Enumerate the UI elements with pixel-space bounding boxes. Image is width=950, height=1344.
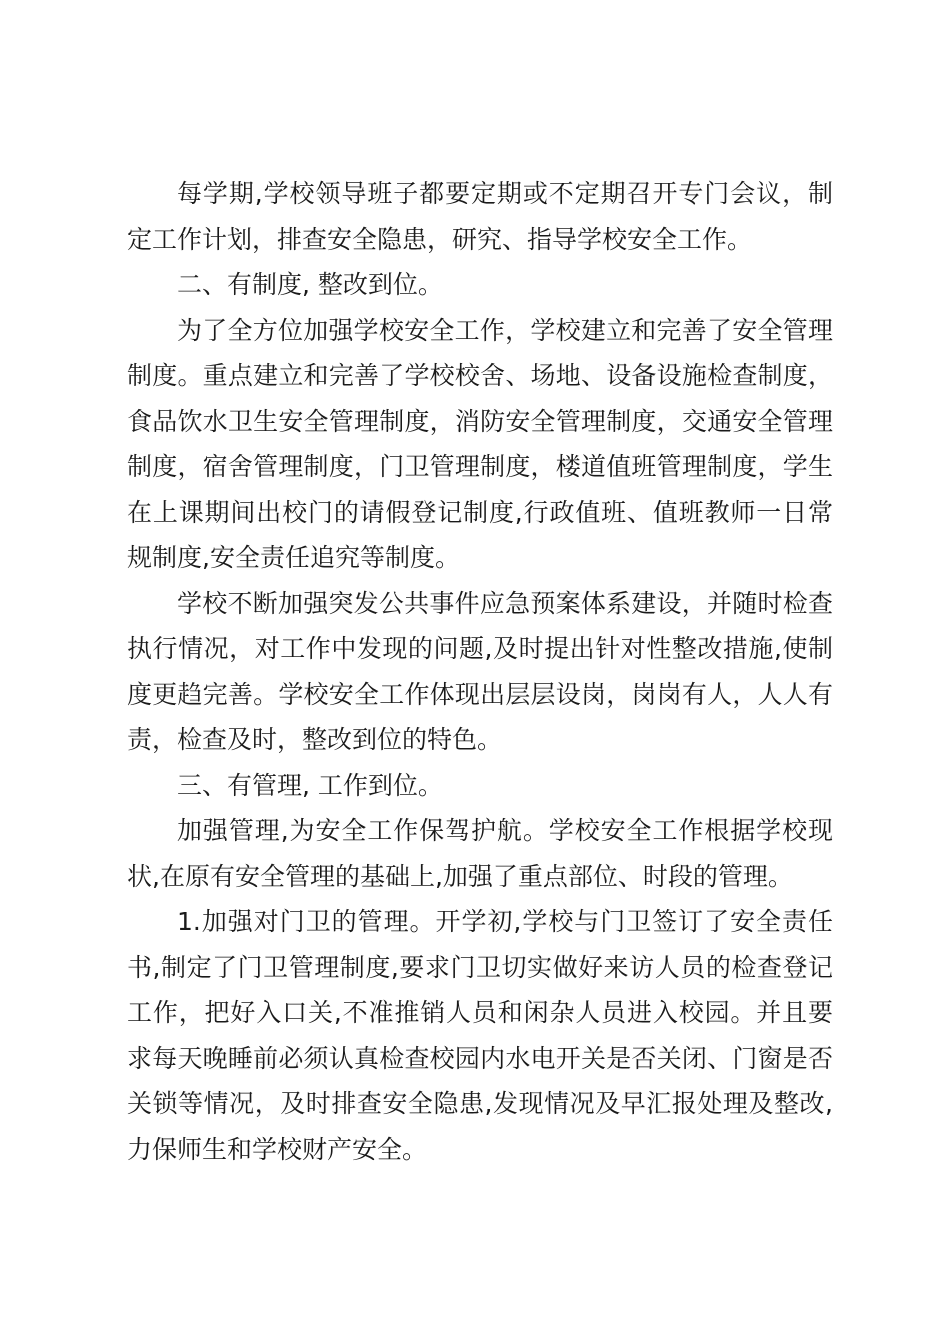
section-heading-management: 三、有管理, 工作到位。	[177, 770, 443, 800]
paragraph-safety-rules: 为了全方位加强学校安全工作，学校建立和完善了安全管理制度。重点建立和完善了学校校舍、场地、设备设施检查制度，食品饮水卫生安全管理制度，消防安全管理制度，交通安全管理制度，宿舍管理制度，门卫管理制度，楼道值班管理制度，学生在上课期间出校门的请假登记制度,行政值班、值班教师一日常规制度,安全责任追究等制度。	[127, 315, 833, 572]
paragraph-meeting-plan: 每学期,学校领导班子都要定期或不定期召开专门会议，制定工作计划，排查安全隐患，研究、指导学校安全工作。	[127, 179, 833, 254]
paragraph-gate-guard: 1.加强对门卫的管理。开学初,学校与门卫签订了安全责任书,制定了门卫管理制度,要求门卫切实做好来访人员的检查登记工作，把好入口关,不准推销人员和闲杂人员进入校园。并且要求每天晚睡前必须认真检查校园内水电开关是否关闭、门窗是否关锁等情况，及时排查安全隐患,发现情况及早汇报处理及整改,力保师生和学校财产安全。	[127, 907, 833, 1164]
paragraph-emergency-plan: 学校不断加强突发公共事件应急预案体系建设，并随时检查执行情况，对工作中发现的问题,及时提出针对性整改措施,使制度更趋完善。学校安全工作体现出层层设岗，岗岗有人，人人有责，检查及时，整改到位的特色。	[127, 588, 833, 754]
paragraph-management: 加强管理,为安全工作保驾护航。学校安全工作根据学校现状,在原有安全管理的基础上,加强了重点部位、时段的管理。	[127, 816, 833, 891]
document-body	[127, 171, 833, 1172]
section-heading-system: 二、有制度, 整改到位。	[177, 270, 443, 299]
